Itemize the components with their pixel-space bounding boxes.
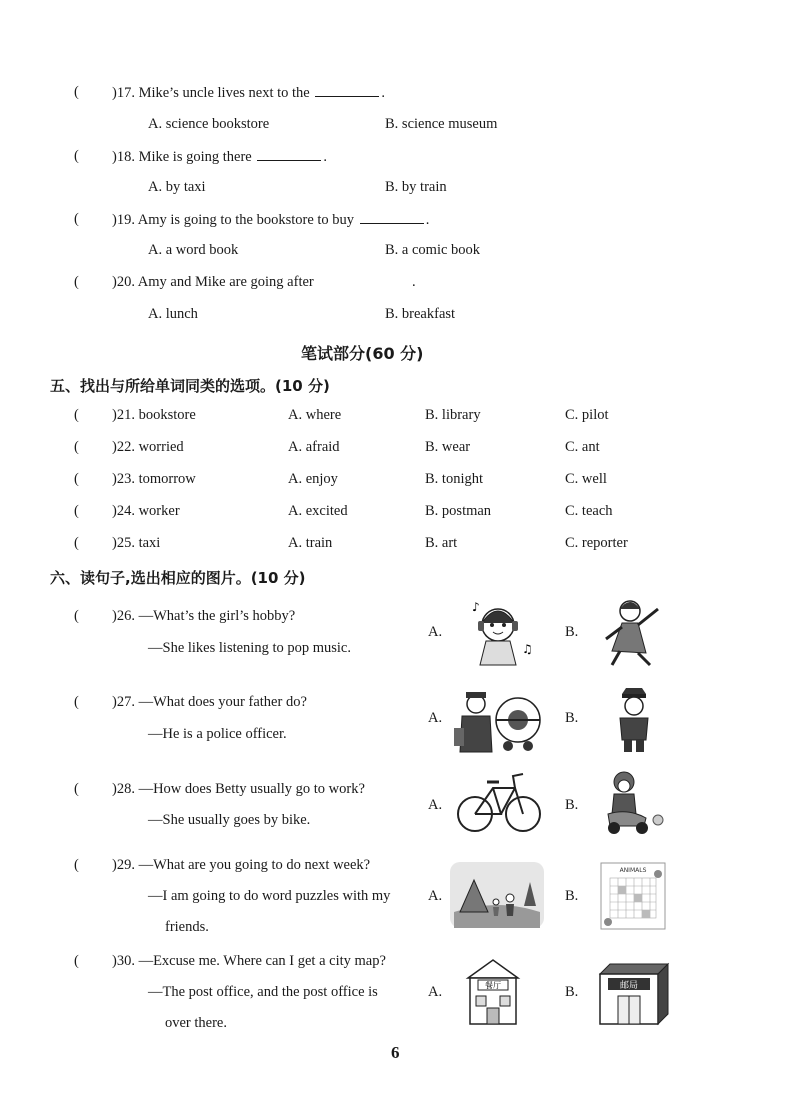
question-line: )28. —How does Betty usually go to work? — [112, 781, 365, 797]
camping-picture — [450, 862, 544, 928]
answer-line: —She likes listening to pop music. — [148, 640, 351, 656]
answer-paren: ( — [74, 857, 79, 873]
given-word: )23. tomorrow — [112, 471, 196, 487]
written-part-title: 笔试部分(60 分) — [301, 344, 424, 363]
svg-text:♪: ♪ — [472, 600, 480, 614]
question-text: )19. Amy is going to the bookstore to buy . — [112, 212, 430, 228]
dancing-girl-picture — [592, 595, 678, 667]
given-word: )22. worried — [112, 439, 184, 455]
option-a: A. train — [288, 535, 333, 551]
answer-blank — [360, 211, 424, 224]
answer-paren: ( — [74, 211, 79, 227]
option-a-label: A. — [428, 984, 443, 1000]
answer-paren: ( — [74, 84, 79, 100]
option-a-label: A. — [428, 888, 443, 904]
option-a-label: A. — [428, 624, 443, 640]
option-c: C. teach — [565, 503, 613, 519]
answer-line: —I am going to do word puzzles with my — [148, 888, 391, 904]
post-office-building-icon — [596, 960, 672, 1026]
option-b-label: B. — [565, 888, 579, 904]
option-b: B. art — [425, 535, 458, 551]
option-b: B. tonight — [425, 471, 484, 487]
answer-line: —The post office, and the post office is — [148, 984, 378, 1000]
option-b-label: B. — [565, 797, 579, 813]
question-line: )30. —Excuse me. Where can I get a city map? — [112, 953, 386, 969]
answer-line-continued: over there. — [165, 1015, 227, 1031]
option-c: C. ant — [565, 439, 600, 455]
bicycle-picture — [455, 768, 543, 838]
option-a: A. science bookstore — [148, 116, 270, 132]
option-a-label: A. — [428, 710, 443, 726]
svg-text:餐厅: 餐厅 — [485, 981, 501, 990]
answer-line: —He is a police officer. — [148, 726, 287, 742]
option-b-label: B. — [565, 624, 579, 640]
option-b: B. breakfast — [385, 306, 456, 322]
answer-line-continued: friends. — [165, 919, 209, 935]
option-a: A. where — [288, 407, 342, 423]
camping-scene-icon — [450, 862, 544, 928]
bicycle-icon — [455, 768, 543, 838]
answer-paren: ( — [74, 781, 79, 797]
option-a: A. lunch — [148, 306, 198, 322]
option-a: A. a word book — [148, 242, 239, 258]
option-b: B. wear — [425, 439, 471, 455]
option-b: B. science museum — [385, 116, 498, 132]
answer-paren: ( — [74, 407, 79, 423]
girl-headphones-icon — [458, 595, 544, 667]
section-6-title: 六、读句子,选出相应的图片。(10 分) — [50, 569, 306, 587]
option-c: C. reporter — [565, 535, 628, 551]
option-b: B. library — [425, 407, 481, 423]
answer-paren: ( — [74, 535, 79, 551]
post-office-building-picture — [596, 960, 672, 1026]
restaurant-building-picture — [460, 956, 526, 1026]
question-line: )26. —What’s the girl’s hobby? — [112, 608, 296, 624]
option-b: B. a comic book — [385, 242, 481, 258]
option-b: B. by train — [385, 179, 447, 195]
option-a: A. afraid — [288, 439, 340, 455]
given-word: )25. taxi — [112, 535, 161, 551]
answer-paren: ( — [74, 274, 79, 290]
svg-text:邮局: 邮局 — [619, 981, 639, 991]
police-officer-icon — [612, 684, 656, 754]
answer-paren: ( — [74, 148, 79, 164]
word-puzzle-icon — [600, 862, 666, 930]
option-b-label: B. — [565, 984, 579, 1000]
question-text: )18. Mike is going there . — [112, 149, 327, 165]
question-text: )17. Mike’s uncle lives next to the . — [112, 85, 385, 101]
section-5-title: 五、找出与所给单词同类的选项。(10 分) — [50, 377, 330, 395]
question-line: )29. —What are you going to do next week? — [112, 857, 371, 873]
police-officer-picture — [612, 684, 656, 754]
answer-paren: ( — [74, 439, 79, 455]
scooter-rider-icon — [598, 768, 670, 838]
answer-blank — [315, 84, 379, 97]
option-a: A. enjoy — [288, 471, 338, 487]
dancing-girl-icon — [592, 595, 678, 667]
option-a: A. by taxi — [148, 179, 206, 195]
option-c: C. pilot — [565, 407, 609, 423]
svg-text:♫: ♫ — [522, 642, 533, 656]
svg-text:ANIMALS: ANIMALS — [619, 867, 647, 874]
option-c: C. well — [565, 471, 607, 487]
question-period: . — [412, 274, 416, 290]
answer-blank — [257, 148, 321, 161]
answer-paren: ( — [74, 608, 79, 624]
scooter-rider-picture — [598, 768, 670, 838]
answer-line: —She usually goes by bike. — [148, 812, 311, 828]
answer-paren: ( — [74, 694, 79, 710]
option-a-label: A. — [428, 797, 443, 813]
girl-with-headphones-picture — [458, 595, 544, 667]
word-puzzle-picture — [600, 862, 666, 930]
restaurant-building-icon — [460, 956, 526, 1026]
option-a: A. excited — [288, 503, 348, 519]
option-b-label: B. — [565, 710, 579, 726]
answer-paren: ( — [74, 471, 79, 487]
question-line: )27. —What does your father do? — [112, 694, 307, 710]
question-text: )20. Amy and Mike are going after — [112, 274, 314, 290]
pilot-and-plane-picture — [452, 682, 550, 754]
answer-paren: ( — [74, 953, 79, 969]
given-word: )21. bookstore — [112, 407, 196, 423]
option-b: B. postman — [425, 503, 492, 519]
answer-paren: ( — [74, 503, 79, 519]
pilot-plane-icon — [452, 682, 550, 754]
page-number: 6 — [391, 1043, 400, 1062]
given-word: )24. worker — [112, 503, 180, 519]
